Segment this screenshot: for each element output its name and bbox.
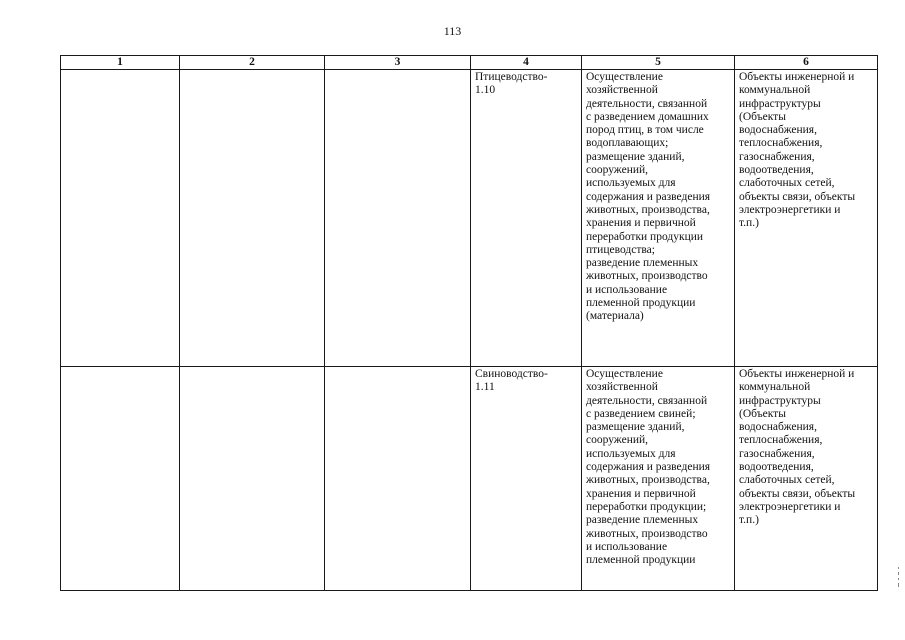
table-cell-col3 (325, 70, 471, 367)
column-header-4: 4 (471, 56, 582, 70)
column-header-3: 3 (325, 56, 471, 70)
land-use-table (60, 55, 878, 591)
table-cell-col2 (180, 70, 325, 367)
table-row (61, 367, 878, 591)
column-header-5: 5 (582, 56, 735, 70)
permitted-objects: Объекты инженерной и коммунальной инфраструктуры (Объекты водоснабжения, теплоснабжения, газоснабжения, водоотведения, слаботочных сетей, объекты связи, объекты электроэнергетики и т.п.) (735, 367, 878, 591)
land-use-description: Осуществление хозяйственной деятельности, связанной с разведением домашних пород птиц, в том числе водоплавающих; размещение зданий, сооружений, используемых для содержания и разведения животных, производства, хранения и первичной переработки продукции птицеводства; разведение племенных животных, производство и использование племенной продукции (материала) (582, 70, 735, 367)
column-header-6: 6 (735, 56, 878, 70)
table-cell-col2 (180, 367, 325, 591)
table-cell-col1 (61, 70, 180, 367)
land-use-type-name: Птицеводство- 1.10 (471, 70, 582, 367)
table-header-row (61, 56, 878, 70)
column-header-2: 2 (180, 56, 325, 70)
table-cell-col3 (325, 367, 471, 591)
page-number: 113 (443, 24, 462, 38)
column-header-1: 1 (61, 56, 180, 70)
land-use-type-name: Свиноводство- 1.11 (471, 367, 582, 591)
scan-artifact-icon (896, 567, 902, 589)
scan-margin-mark (896, 567, 902, 589)
land-use-description: Осуществление хозяйственной деятельности, связанной с разведением свиней; размещение зданий, сооружений, используемых для содержания и разведения животных, производства, хранения и первичной переработки продукции; разведение племенных животных, производство и использование племенной продукции (582, 367, 735, 591)
table-cell-col1 (61, 367, 180, 591)
table-row (61, 70, 878, 367)
permitted-objects: Объекты инженерной и коммунальной инфраструктуры (Объекты водоснабжения, теплоснабжения, газоснабжения, водоотведения, слаботочных сетей, объекты связи, объекты электроэнергетики и т.п.) (735, 70, 878, 367)
